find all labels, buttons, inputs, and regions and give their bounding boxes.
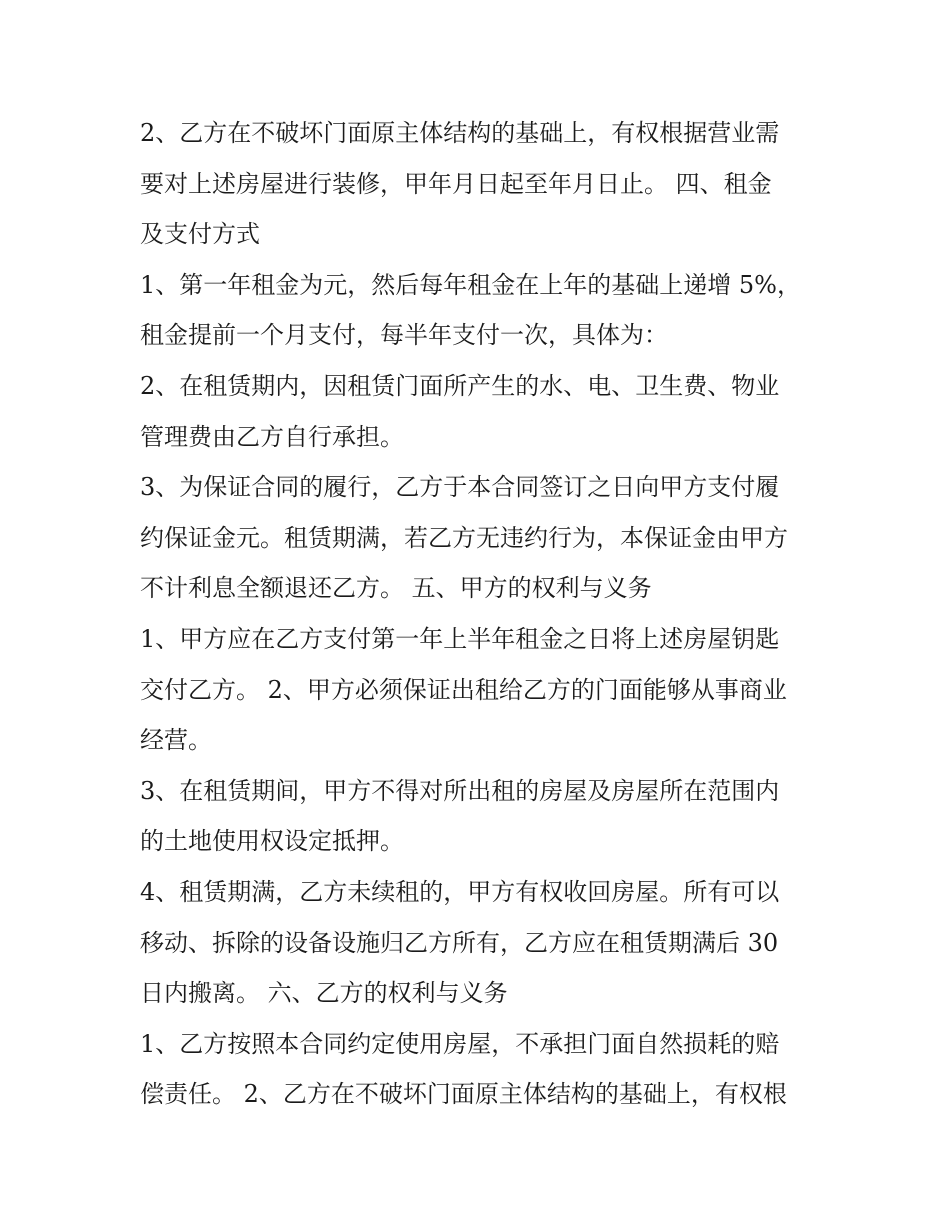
text-line: 偿责任。 2、乙方在不破坏门面原主体结构的基础上，有权根: [140, 1080, 787, 1109]
text-line: 管理费由乙方自行承担。: [140, 422, 404, 451]
text-line: 要对上述房屋进行装修，甲年月日起至年月日止。 四、租金: [140, 169, 772, 198]
text-line: 交付乙方。 2、甲方必须保证出租给乙方的门面能够从事商业: [140, 675, 787, 704]
text-line: 1、甲方应在乙方支付第一年上半年租金之日将上述房屋钥匙: [140, 624, 780, 653]
text-line: 及支付方式: [140, 220, 260, 249]
text-line: 2、在租赁期内，因租赁门面所产生的水、电、卫生费、物业: [140, 371, 780, 400]
text-line: 约保证金元。租赁期满，若乙方无违约行为，本保证金由甲方: [140, 523, 788, 552]
text-line: 移动、拆除的设备设施归乙方所有，乙方应在租赁期满后 30: [140, 928, 779, 957]
text-line: 经营。: [140, 726, 212, 755]
text-line: 日内搬离。 六、乙方的权利与义务: [140, 979, 508, 1008]
text-line: 不计利息全额退还乙方。 五、甲方的权利与义务: [140, 574, 652, 603]
text-line: 3、为保证合同的履行，乙方于本合同签订之日向甲方支付履: [140, 473, 780, 502]
text-line: 1、乙方按照本合同约定使用房屋，不承担门面自然损耗的赔: [140, 1029, 780, 1058]
text-line: 的土地使用权设定抵押。: [140, 827, 404, 856]
document-body: [140, 108, 830, 1120]
text-line: 3、在租赁期间，甲方不得对所出租的房屋及房屋所在范围内: [140, 776, 780, 805]
text-line: 租金提前一个月支付，每半年支付一次，具体为：: [140, 321, 668, 350]
text-line: 1、第一年租金为元，然后每年租金在上年的基础上递增 5%，: [140, 270, 801, 299]
text-line: 2、乙方在不破坏门面原主体结构的基础上，有权根据营业需: [140, 119, 780, 147]
text-line: 4、租赁期满，乙方未续租的，甲方有权收回房屋。所有可以: [140, 877, 780, 906]
